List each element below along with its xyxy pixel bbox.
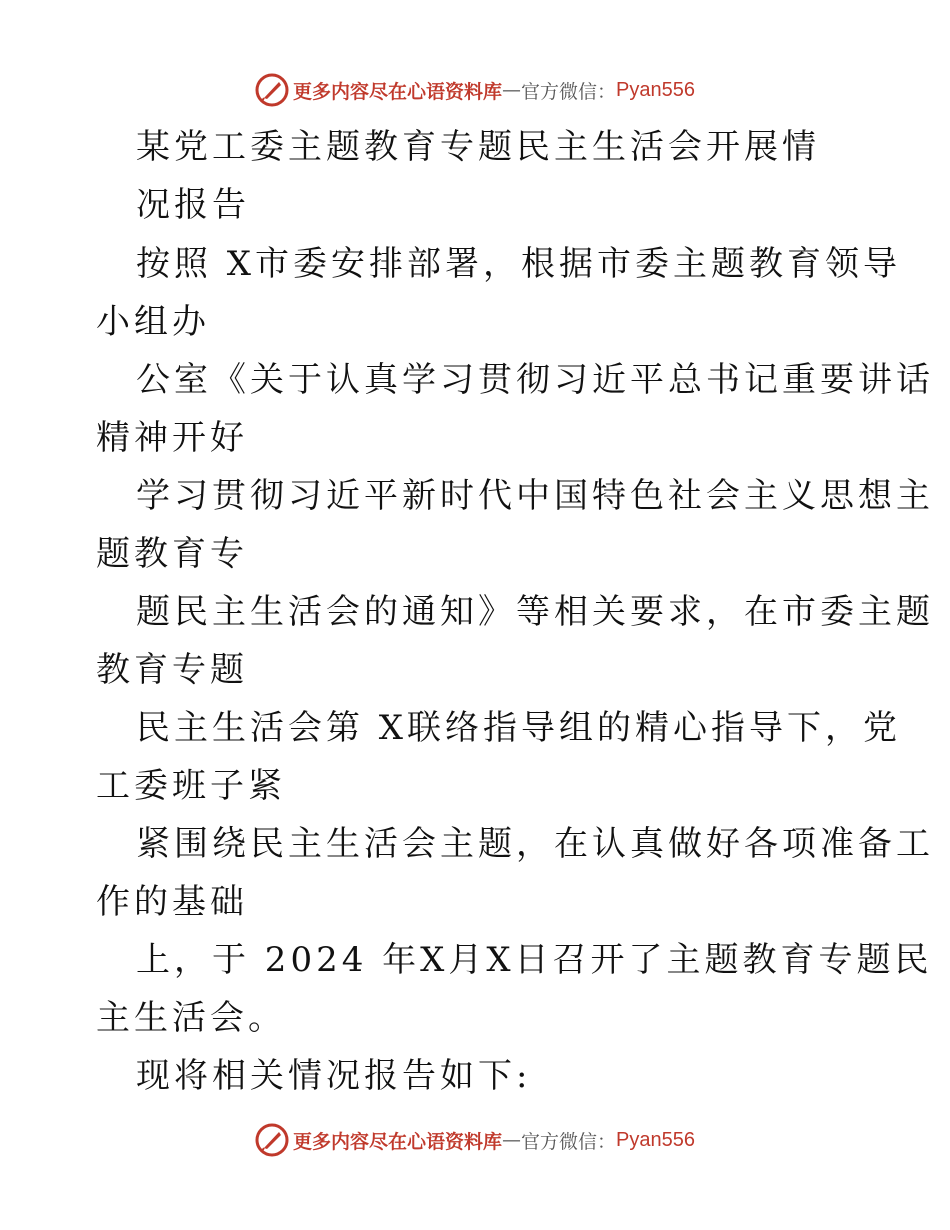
banner-label: 官方微信： bbox=[521, 1130, 617, 1153]
banner-main-text: 更多内容尽在心语资料库 bbox=[293, 1130, 503, 1153]
banner-separator: — bbox=[502, 1129, 522, 1151]
quill-logo-icon bbox=[255, 73, 289, 107]
text-line: 现将相关情况报告如下: bbox=[136, 1056, 532, 1096]
banner-account: Pyan556 bbox=[616, 78, 695, 101]
text-line: 公室《关于认真学习贯彻习近平总书记重要讲话 bbox=[136, 360, 934, 400]
text-line: 作的基础 bbox=[96, 882, 248, 922]
quill-logo-icon bbox=[255, 1123, 289, 1157]
banner-main-text: 更多内容尽在心语资料库 bbox=[293, 80, 503, 103]
text-line: 小组办 bbox=[96, 302, 210, 342]
footer-banner bbox=[0, 1120, 950, 1160]
header-banner bbox=[0, 70, 950, 110]
banner-separator: — bbox=[502, 79, 522, 101]
text-line: 教育专题 bbox=[96, 650, 248, 690]
text-line: 按照 X市委安排部署，根据市委主题教育领导 bbox=[136, 244, 902, 284]
text-line: 工委班子紧 bbox=[96, 766, 286, 806]
text-line: 精神开好 bbox=[96, 418, 248, 458]
banner-account: Pyan556 bbox=[616, 1128, 695, 1151]
text-line: 紧围绕民主生活会主题，在认真做好各项准备工 bbox=[136, 824, 934, 864]
text-line: 主生活会。 bbox=[96, 998, 286, 1038]
text-line: 学习贯彻习近平新时代中国特色社会主义思想主 bbox=[136, 476, 934, 516]
banner-label: 官方微信： bbox=[521, 80, 617, 103]
text-line: 民主生活会第 X联络指导组的精心指导下，党 bbox=[136, 708, 902, 748]
title-line-1: 某党工委主题教育专题民主生活会开展情 bbox=[136, 127, 820, 167]
text-line: 题民主生活会的通知》等相关要求，在市委主题 bbox=[136, 592, 934, 632]
title-line-2: 况报告 bbox=[136, 185, 250, 225]
text-line: 题教育专 bbox=[96, 534, 248, 574]
text-line: 上，于 2024 年X月X日召开了主题教育专题民 bbox=[136, 940, 933, 980]
